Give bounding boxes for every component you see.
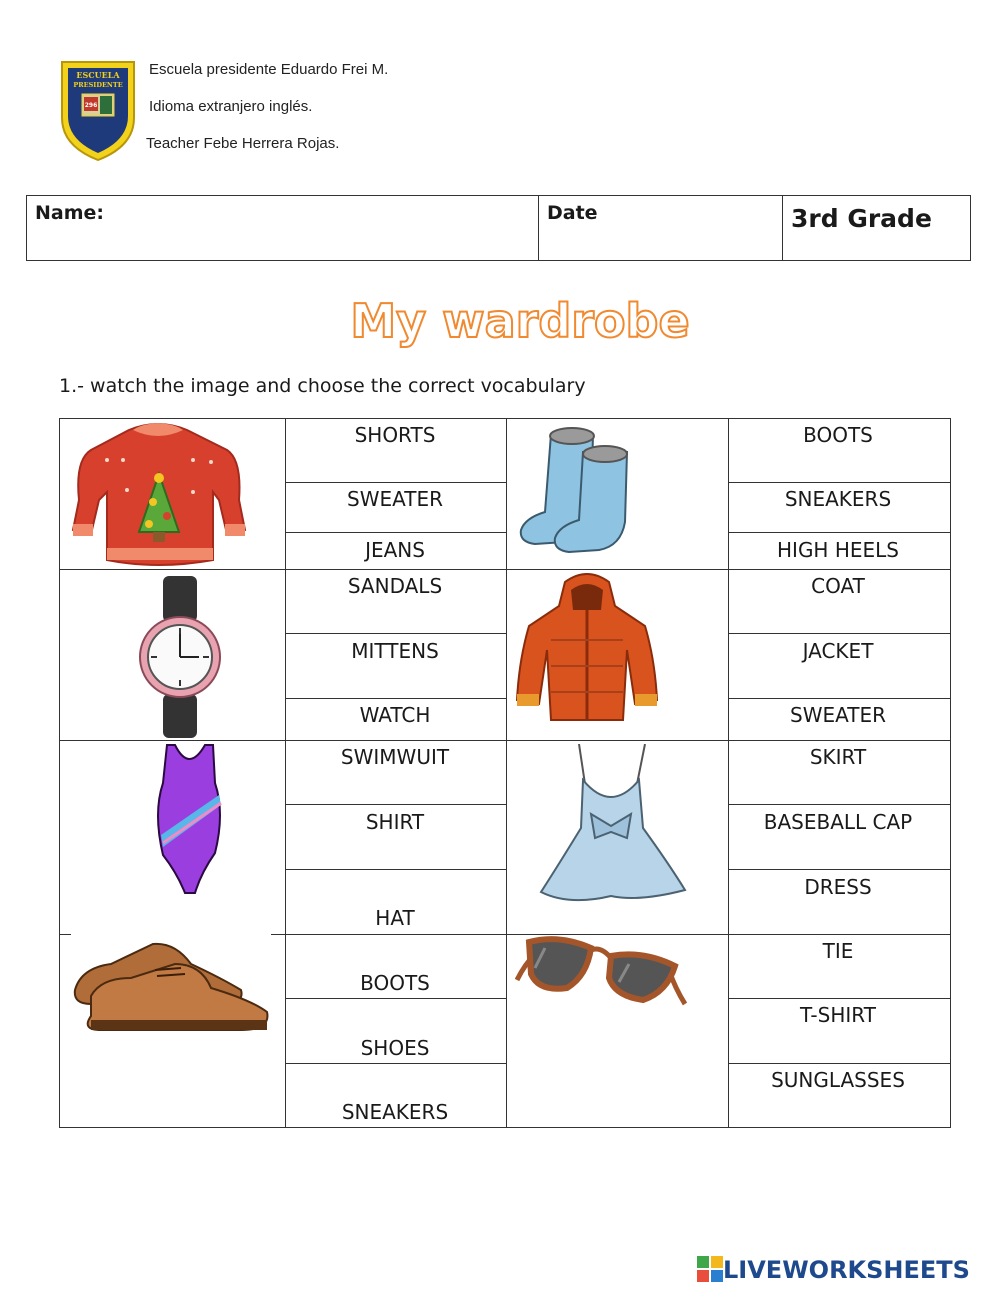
dress-picture [539, 744, 689, 912]
option-shoes[interactable]: SHOES [360, 1036, 430, 1060]
subject-line: Idioma extranjero inglés. [149, 98, 313, 115]
sweater-picture [67, 420, 249, 568]
crest-number: 296 [84, 102, 98, 109]
option-line [285, 934, 506, 935]
option-baseball-cap[interactable]: BASEBALL CAP [763, 810, 913, 834]
option-sunglasses[interactable]: SUNGLASSES [771, 1068, 905, 1092]
grid-row-line [59, 569, 951, 570]
option-hat[interactable]: HAT [375, 906, 415, 930]
grid-border-right [950, 418, 951, 1128]
liveworksheets-text: LIVEWORKSHEETS [723, 1256, 970, 1284]
grid-row-line [59, 934, 71, 935]
grade-label: 3rd Grade [791, 204, 932, 233]
date-label: Date [547, 202, 598, 224]
option-line [728, 633, 950, 634]
option-sneakers-2[interactable]: SNEAKERS [341, 1100, 449, 1124]
liveworksheets-logo[interactable] [697, 1255, 970, 1285]
option-line [728, 698, 950, 699]
liveworksheets-badge-icon [697, 1256, 723, 1284]
vocabulary-grid [59, 418, 951, 1128]
school-crest-logo [58, 58, 138, 164]
svg-text:PRESIDENTE: PRESIDENTE [73, 81, 123, 89]
boots-picture [515, 422, 643, 554]
school-name: Escuela presidente Eduardo Frei M. [149, 61, 389, 78]
option-line [285, 804, 506, 805]
option-high-heels[interactable]: HIGH HEELS [777, 538, 899, 562]
option-line [285, 1063, 506, 1064]
option-line [285, 869, 506, 870]
option-dress[interactable]: DRESS [804, 875, 872, 899]
option-boots[interactable]: BOOTS [803, 423, 873, 447]
option-sneakers[interactable]: SNEAKERS [784, 487, 892, 511]
grid-border-top [59, 418, 951, 419]
grid-col-line [506, 418, 507, 1128]
grid-border-left [59, 418, 60, 1128]
name-label: Name: [35, 202, 105, 224]
jacket-picture [515, 570, 659, 728]
option-watch[interactable]: WATCH [359, 703, 431, 727]
option-shirt[interactable]: SHIRT [365, 810, 425, 834]
option-tie[interactable]: TIE [822, 939, 854, 963]
option-line [285, 698, 506, 699]
sunglasses-picture [515, 934, 689, 1008]
date-field[interactable] [539, 196, 783, 260]
page-title: My wardrobe [350, 294, 690, 348]
option-jacket[interactable]: JACKET [802, 639, 874, 663]
grid-row-line [271, 934, 285, 935]
option-shorts[interactable]: SHORTS [354, 423, 436, 447]
option-skirt[interactable]: SKIRT [809, 745, 867, 769]
shoes-picture [71, 934, 271, 1034]
option-jeans[interactable]: JEANS [365, 538, 425, 562]
grid-row-line [59, 740, 951, 741]
name-field[interactable] [27, 196, 539, 260]
student-info-table [26, 195, 971, 261]
option-sweater[interactable]: SWEATER [347, 487, 443, 511]
option-coat[interactable]: COAT [811, 574, 865, 598]
option-swimwuit[interactable]: SWIMWUIT [340, 745, 450, 769]
option-boots-2[interactable]: BOOTS [360, 971, 430, 995]
option-line [728, 482, 950, 483]
grid-col-line [285, 418, 286, 1128]
teacher-line: Teacher Febe Herrera Rojas. [146, 135, 340, 152]
option-mittens[interactable]: MITTENS [351, 639, 439, 663]
instruction: 1.- watch the image and choose the correct vocabulary [59, 375, 586, 397]
option-line [285, 633, 506, 634]
option-line [728, 1063, 950, 1064]
option-line [285, 532, 506, 533]
option-line [728, 804, 950, 805]
option-line [728, 869, 950, 870]
watch-picture [137, 576, 223, 738]
option-line [728, 532, 950, 533]
option-line [728, 998, 950, 999]
option-line [285, 998, 506, 999]
crest-text: ESCUELA [76, 70, 120, 80]
option-sweater-2[interactable]: SWEATER [790, 703, 886, 727]
grade-cell [783, 196, 970, 260]
grid-border-bottom [59, 1127, 951, 1128]
option-line [285, 482, 506, 483]
option-sandals[interactable]: SANDALS [347, 574, 443, 598]
swimsuit-picture [155, 743, 225, 895]
option-t-shirt[interactable]: T-SHIRT [800, 1003, 876, 1027]
